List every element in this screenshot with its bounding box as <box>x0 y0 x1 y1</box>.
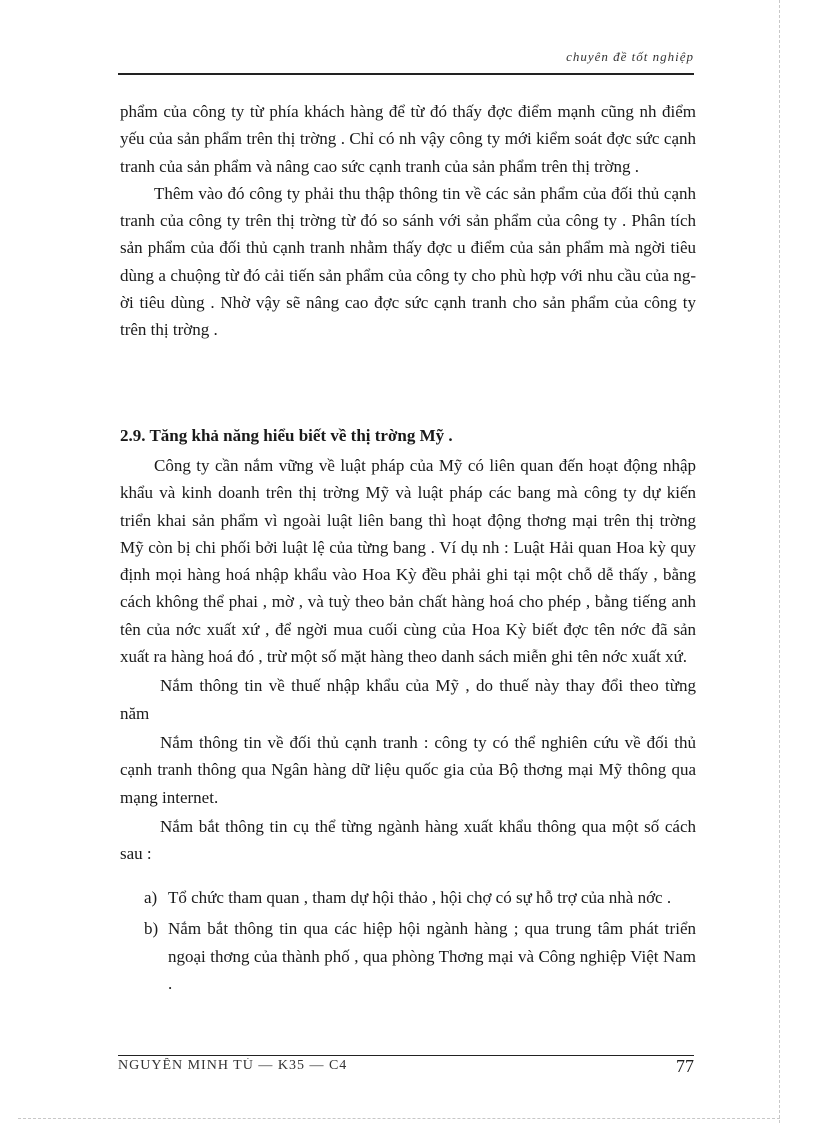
page-border-bottom <box>18 1118 780 1119</box>
page-border-right <box>779 0 780 1123</box>
list-item-text: Nắm bắt thông tin qua các hiệp hội ngành hàng ; qua trung tâm phát triển ngoại thơng của thành phố , qua phòng Thơng mại và Công nghiệp Việt Nam . <box>168 919 696 993</box>
paragraph: Nắm thông tin về đối thủ cạnh tranh : công ty có thể nghiên cứu về đối thủ cạnh tranh thông qua Ngân hàng dữ liệu quốc gia của Bộ thơng mại Mỹ thông qua mạng internet. <box>120 732 696 807</box>
list-item <box>120 884 696 911</box>
list-marker: b) <box>144 919 159 939</box>
list-marker: a) <box>144 888 158 907</box>
paragraph: Nắm thông tin về thuế nhập khẩu của Mỹ , do thuế này thay đổi theo từng năm <box>120 676 696 723</box>
previous-section-text <box>120 98 696 344</box>
section-body <box>120 452 696 867</box>
header-rule <box>118 73 694 75</box>
list-item-text: Tổ chức tham quan , tham dự hội thảo , hội chợ có sự hỗ trợ của nhà nớc . <box>168 888 672 907</box>
running-header-title: chuyên đề tốt nghiệp <box>566 49 694 64</box>
paragraph: Thêm vào đó công ty phải thu thập thông tin về các sản phẩm của đối thủ cạnh tranh của công ty trên thị trờng từ đó so sánh với sản phẩm của công ty . Phân tích sản phẩm của đối thủ cạnh tranh nhằm thấy đợc u điểm của sản phẩm mà ngời tiêu dùng a chuộng từ đó cải tiến sản phẩm của công ty cho phù hợp với nhu cầu của ngời tiêu dùng . Nhờ vậy sẽ nâng cao đợc sức cạnh tranh cho sản phẩm của công ty trên thị trờng . <box>120 183 696 340</box>
section-heading: 2.9. Tăng khả năng hiểu biết về thị trờng Mỹ . <box>120 426 453 445</box>
page-number: 77 <box>676 1056 694 1076</box>
footer-author: NGUYỄN MINH TÚ — K35 — C4 <box>118 1058 348 1072</box>
method-list <box>120 884 696 1001</box>
footer-rule <box>118 1055 694 1056</box>
paragraph: phẩm của công ty từ phía khách hàng để từ đó thấy đợc điểm mạnh cũng nh điểm yếu của sản phẩm trên thị trờng . Chỉ có nh vậy công ty mới kiểm soát đợc sức cạnh tranh của sản phẩm và nâng cao sức cạnh tranh của sản phẩm trên thị trờng . <box>120 102 696 176</box>
paragraph: Công ty cần nắm vững về luật pháp của Mỹ có liên quan đến hoạt động nhập khẩu và kinh doanh trên thị trờng Mỹ và luật pháp các bang mà công ty dự kiến triển khai sản phẩm vì ngoài luật liên bang thì hoạt động thơng mại trên thị trờng Mỹ còn bị chi phối bởi luật lệ của từng bang . Ví dụ nh : Luật Hải quan Hoa kỳ quy định mọi hàng hoá nhập khẩu vào Hoa Kỳ đều phải ghi tại một chỗ dễ thấy , bằng cách không thể phai , mờ , và tuỳ theo bản chất hàng hoá cho phép , bằng tiếng anh tên của nớc xuất xứ , để ngời mua cuối cùng của Hoa Kỳ biết đợc tên nớc đã sản xuất ra hàng hoá đó , trừ một số mặt hàng theo danh sách miễn ghi tên nớc xuất xứ. <box>120 456 696 667</box>
paragraph: Nắm bắt thông tin cụ thể từng ngành hàng xuất khẩu thông qua một số cách sau : <box>120 816 696 864</box>
list-item <box>120 915 696 997</box>
